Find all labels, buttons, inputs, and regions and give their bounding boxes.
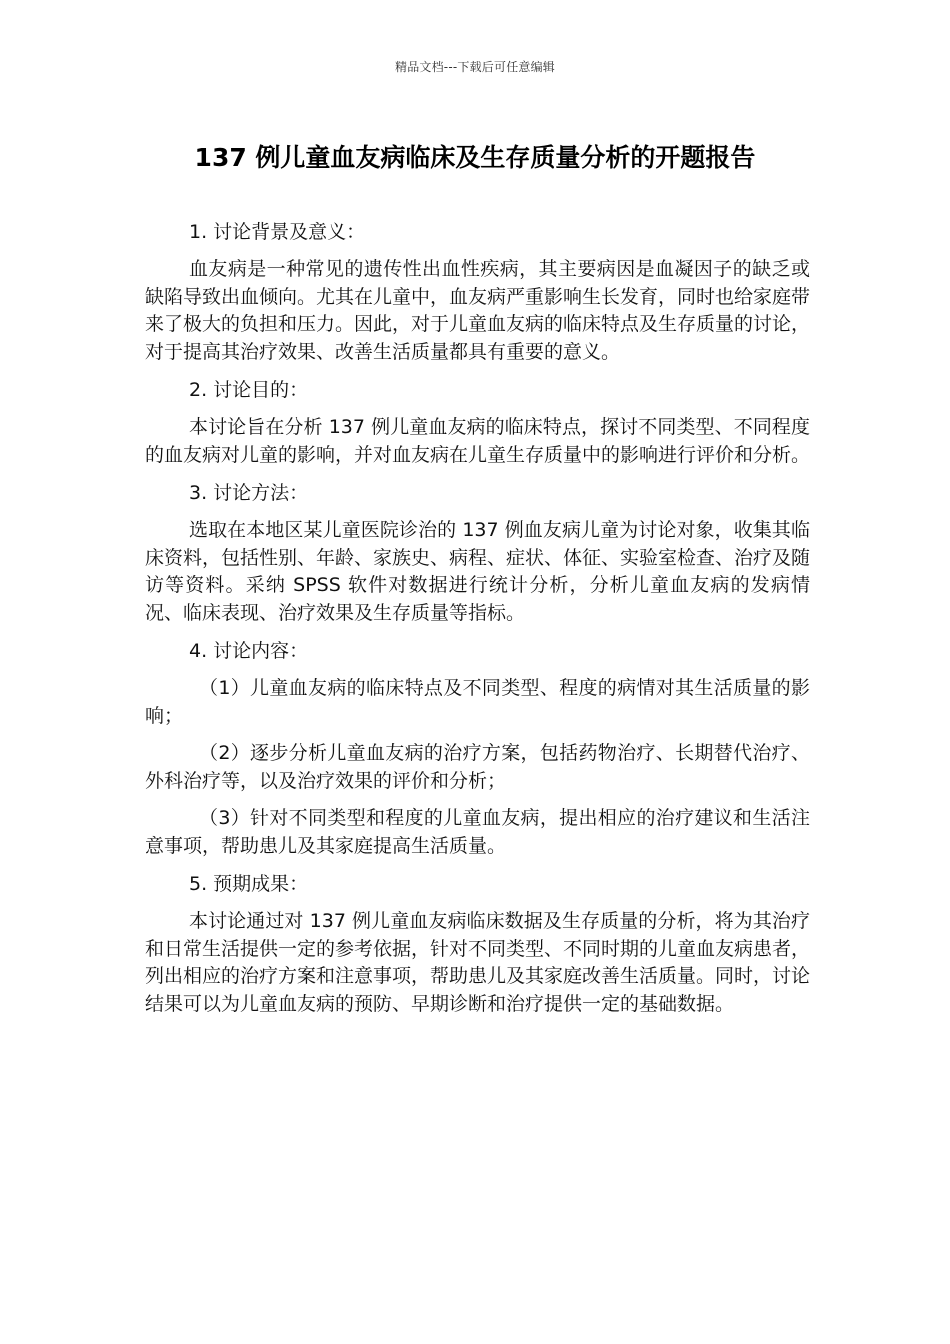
section-heading-background: 1. 讨论背景及意义： — [189, 221, 366, 243]
document-title: 137 例儿童血友病临床及生存质量分析的开题报告 — [194, 143, 756, 172]
document-body — [145, 218, 810, 1028]
paragraph-expected-results: 本讨论通过对 137 例儿童血友病临床数据及生存质量的分析，将为其治疗和日常生活提供一定的参考依据，针对不同类型、不同时期的儿童血友病患者，列出相应的治疗方案和注意事项，帮助患儿及其家庭改善生活质量。同时，讨论结果可以为儿童血友病的预防、早期诊断和治疗提供一定的基础数据。 — [145, 910, 811, 1015]
paragraph-purpose: 本讨论旨在分析 137 例儿童血友病的临床特点，探讨不同类型、不同程度的血友病对儿童的影响，并对血友病在儿童生存质量中的影响进行评价和分析。 — [145, 416, 811, 466]
section-heading-method: 3. 讨论方法： — [189, 482, 309, 504]
content-item-3: （3）针对不同类型和程度的儿童血友病，提出相应的治疗建议和生活注意事项，帮助患儿及其家庭提高生活质量。 — [145, 807, 810, 857]
paragraph-background: 血友病是一种常见的遗传性出血性疾病，其主要病因是血凝因子的缺乏或缺陷导致出血倾向。尤其在儿童中，血友病严重影响生长发育，同时也给家庭带来了极大的负担和压力。因此，对于儿童血友病的临床特点及生存质量的讨论，对于提高其治疗效果、改善生活质量都具有重要的意义。 — [145, 258, 811, 363]
content-item-1: （1）儿童血友病的临床特点及不同类型、程度的病情对其生活质量的影响； — [145, 677, 810, 727]
header-note: 精品文档---下载后可任意编辑 — [395, 60, 555, 74]
content-item-2: （2）逐步分析儿童血友病的治疗方案，包括药物治疗、长期替代治疗、外科治疗等，以及治疗效果的评价和分析； — [145, 742, 810, 792]
section-heading-expected-results: 5. 预期成果： — [189, 873, 309, 895]
paragraph-method: 选取在本地区某儿童医院诊治的 137 例血友病儿童为讨论对象，收集其临床资料，包括性别、年龄、家族史、病程、症状、体征、实验室检查、治疗及随访等资料。采纳 SPSS 软件对数据进行统计分析，分析儿童血友病的发病情况、临床表现、治疗效果及生存质量等指标。 — [145, 519, 811, 624]
section-heading-content: 4. 讨论内容： — [189, 640, 309, 662]
section-heading-purpose: 2. 讨论目的： — [189, 379, 309, 401]
